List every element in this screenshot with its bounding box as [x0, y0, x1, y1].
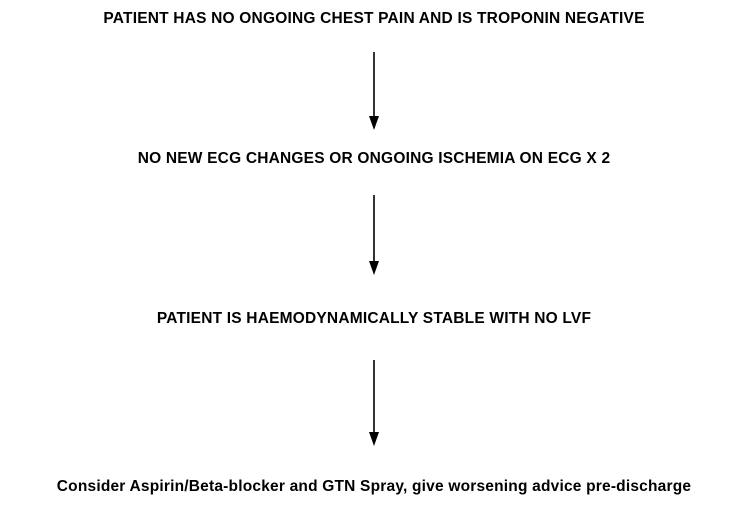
flow-step-2: NO NEW ECG CHANGES OR ONGOING ISCHEMIA ON ECG X 2 [137, 150, 611, 167]
flow-step-4: Consider Aspirin/Beta-blocker and GTN Spray, give worsening advice pre-discharge [56, 478, 692, 495]
flow-step-1: PATIENT HAS NO ONGOING CHEST PAIN AND IS TROPONIN NEGATIVE [103, 10, 645, 27]
flow-step-3: PATIENT IS HAEMODYNAMICALLY STABLE WITH NO LVF [156, 310, 592, 327]
